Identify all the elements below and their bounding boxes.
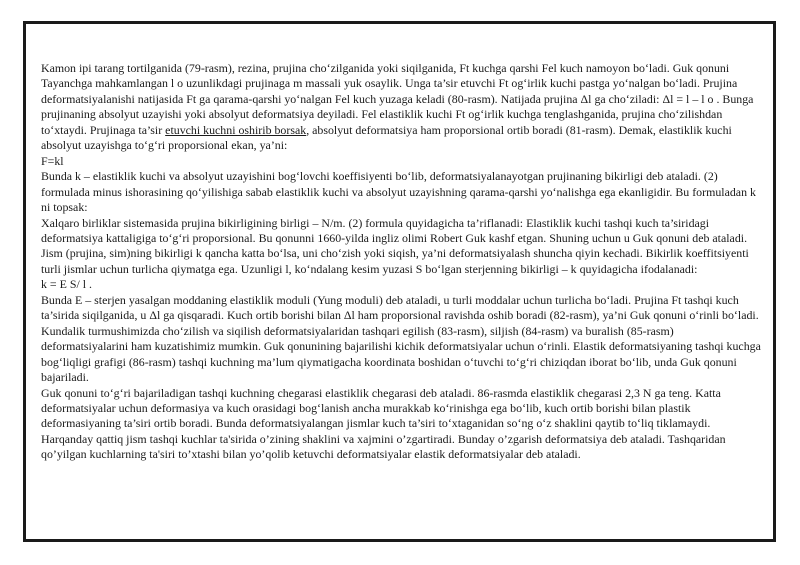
formula-stiffness: k = E S/ l . [41, 277, 92, 292]
page-frame [23, 21, 776, 542]
underlined-phrase: etuvchi kuchni oshirib borsak [165, 122, 307, 137]
paragraph-4: Bunda E – sterjen yasalgan moddaning elastiklik moduli (Yung moduli) deb ataladi, u turli moddalar uchun turlicha bo‘ladi. Prujina Ft tashqi kuch ta’sirida siqilganida, u Δl ga qisqaradi. Kuch ortib borishi bilan Δl ham proporsional ravishda oshib boradi (82-rasm), ya’ni Guk qonuni o‘rinli bo‘ladi. Kundalik turmushimizda cho‘zilish va siqilish deformatsiyalaridan tashqari egilish (83-rasm), siljish (84-rasm) va buralish (85-rasm) deformatsiyalarini ham kuzatishimiz mumkin. Guk qonunining bajarilishi kichik deformatsiyalar uchun o‘rinli. Elastik deformatsiyaning tashqi kuchga bog‘liqligi grafigi (86-rasm) tashqi kuchning ma’lum qiymatigacha koordinata boshidan o‘tuvchi to‘g‘ri chiziqdan iborat bo‘lib, unda Guk qonuni bajariladi. [41, 292, 761, 385]
paragraph-5: Guk qonuni to‘g‘ri bajariladigan tashqi kuchning chegarasi elastiklik chegarasi deb ataladi. 86-rasmda elastiklik chegarasi 2,3 N ga teng. Katta deformatsiyalar uchun deformasiya va kuch orasidagi bog‘lanish ancha murakkab ko‘rinishga ega bo‘lib, kuch ortib borishi bilan plastik deformasiyaning ta’siri ortib boradi. Bunda deformatsiyalangan jismlar kuch ta’siri to‘xtaganidan so‘ng o‘z shaklini qaytib to‘liq tiklamaydi. [41, 385, 721, 431]
paragraph-1-text-a: Kamon ipi tarang tortilganida (79-rasm), rezina, prujina cho‘zilganida yoki siqilganida, Ft kuchga qarshi Fel kuch namoyon bo‘ladi. Guk qonuni Tayanchga mahkamlangan l o uzunlikdagi prujinaga m massali yuk osaylik. Unga ta’sir etuvchi Ft og‘irlik kuchi pastga yo‘nalgan bo‘ladi. Prujina deformatsiyalanishi natijasida Ft ga qarama-qarshi yo‘nalgan Fel kuch yuzaga keladi (80-rasm). Natijada prujina Δl ga cho‘ziladi: Δl = l – l o . Bunga prujinaning absolyut uzayishi yoki absolyut deformatsiya deyiladi. Fel elastiklik kuchi Ft og‘irlik kuchga tenglashganida, prujina cho‘zilishdan to‘xtaydi. Prujinaga ta’sir [41, 61, 754, 137]
formula-hooke: F=kl [41, 153, 64, 168]
paragraph-2: Bunda k – elastiklik kuchi va absolyut uzayishini bog‘lovchi koeffisiyenti bo‘lib, deformatsiyalanayotgan prujinaning bikirligi deb ataladi. (2) formulada minus ishorasining qo‘yilishiga sabab elastiklik kuchi va absolyut uzayishning qarama-qarshi yo‘nalishga ega ekanligidir. Bu formuladan k ni topsak: [41, 169, 756, 215]
paragraph-3: Xalqaro birliklar sistemasida prujina bikirligining birligi – N/m. (2) formula quyidagicha ta’riflanadi: Elastiklik kuchi tashqi kuch ta’siridagi deformatsiya kattaligiga to‘g‘ri proporsional. Bu qonunni 1660-yilda ingliz olimi Robert Guk kashf etgan. Shuning uchun u Guk qonuni deb ataladi. Jism (prujina, sim)ning bikirligi k qancha katta bo‘lsa, uni cho‘zish yoki siqish, ya’ni deformatsiyalash shuncha qiyin kechadi. Bikirlik koeffitsiyenti turli jismlar uchun turlicha qiymatga ega. Uzunligi l, ko‘ndalang kesim yuzasi S bo‘lgan sterjenning bikirligi – k quyidagicha ifodalanadi: [41, 215, 749, 276]
paragraph-6: Harqanday qattiq jism tashqi kuchlar ta'sirida o’zining shaklini va xajmini o’zgartiradi. Bunday o’zgarish deformatsiya deb ataladi. Tashqaridan qo’yilgan kuchlarning ta'siri to’xtashi bilan yo’qolib ketuvchi deformatsiyalar elastik deformatsiyalar deb ataladi. [41, 431, 726, 462]
paragraph-1-text-b: , absolyut deformatsiya ham proporsional ortib boradi (81-rasm). Demak, elastiklik kuchi absolyut uzayishga to‘g‘ri proporsional ekan, ya’ni: [41, 122, 732, 153]
paragraph-1 [41, 61, 763, 154]
document-body [41, 61, 763, 463]
